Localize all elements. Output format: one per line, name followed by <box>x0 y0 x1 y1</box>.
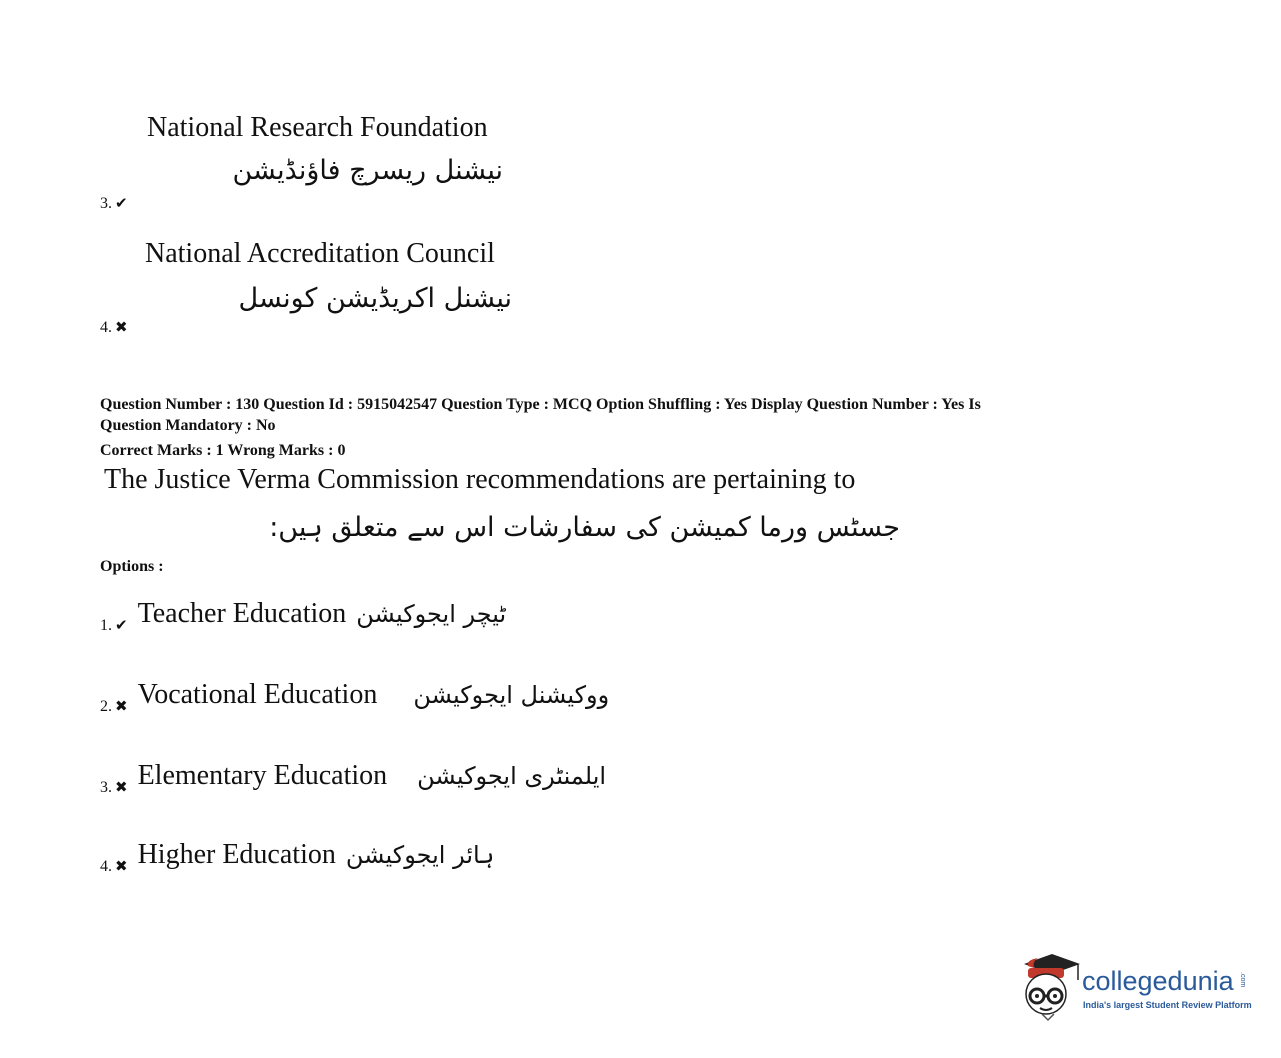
question-urdu: جسٹس ورما کمیشن کی سفارشات اس سے متعلق ہیں: <box>269 512 900 543</box>
option-1-urdu: ٹیچر ایجوکیشن <box>356 599 507 628</box>
cross-icon: ✖ <box>115 697 128 715</box>
option-4-urdu: ہائر ایجوکیشن <box>345 840 495 869</box>
option-3-urdu: ایلمنٹری ایجوکیشن <box>417 761 607 790</box>
collegedunia-logo <box>1018 950 1253 1022</box>
question-meta-line1: Question Number : 130 Question Id : 5915042547 Question Type : MCQ Option Shuffling : Yes Display Question Number : Yes Is <box>100 396 981 413</box>
option-3-english: Elementary Education <box>137 759 388 791</box>
option-1-number-row <box>100 616 128 635</box>
prev-option-3-number: 3. <box>100 195 112 212</box>
options-label: Options : <box>100 558 164 575</box>
option-1-number: 1. <box>100 617 112 634</box>
prev-option-3-english: National Research Foundation <box>147 112 488 143</box>
check-icon: ✔ <box>115 616 128 634</box>
option-2-english: Vocational Education <box>137 678 378 710</box>
option-3 <box>100 754 606 797</box>
option-1 <box>100 592 506 635</box>
prev-option-4-urdu: نیشنل اکریڈیشن کونسل <box>238 283 512 314</box>
option-2-urdu: ووکیشنل ایجوکیشن <box>413 680 610 709</box>
option-4-number: 4. <box>100 858 112 875</box>
prev-option-3-urdu: نیشنل ریسرچ فاؤنڈیشن <box>232 155 503 186</box>
cross-icon: ✖ <box>115 318 128 336</box>
logo-tagline: India's largest Student Review Platform <box>1083 1000 1252 1010</box>
cross-icon: ✖ <box>115 857 128 875</box>
option-3-number: 3. <box>100 779 112 796</box>
option-4-english: Higher Education <box>137 838 336 870</box>
cross-icon: ✖ <box>115 778 128 796</box>
option-1-english: Teacher Education <box>137 597 347 629</box>
prev-option-4-english: National Accreditation Council <box>145 238 495 269</box>
prev-option-4-number: 4. <box>100 319 112 336</box>
prev-option-3-number-row <box>100 194 128 213</box>
option-4-number-row <box>100 857 128 876</box>
question-meta <box>100 394 1180 436</box>
question-english: The Justice Verma Commission recommendations are pertaining to <box>104 464 856 495</box>
check-icon: ✔ <box>115 194 128 212</box>
option-2-number-row <box>100 697 128 716</box>
option-2-number: 2. <box>100 698 112 715</box>
question-meta-line2: Question Mandatory : No <box>100 417 276 434</box>
logo-name: collegedunia <box>1082 966 1234 996</box>
mascot-icon <box>1018 950 1082 1022</box>
prev-option-4-number-row <box>100 318 128 337</box>
logo-suffix: .com <box>1239 972 1246 988</box>
option-3-number-row <box>100 778 128 797</box>
marks-line: Correct Marks : 1 Wrong Marks : 0 <box>100 442 346 459</box>
option-4 <box>100 833 494 876</box>
option-2 <box>100 673 609 716</box>
